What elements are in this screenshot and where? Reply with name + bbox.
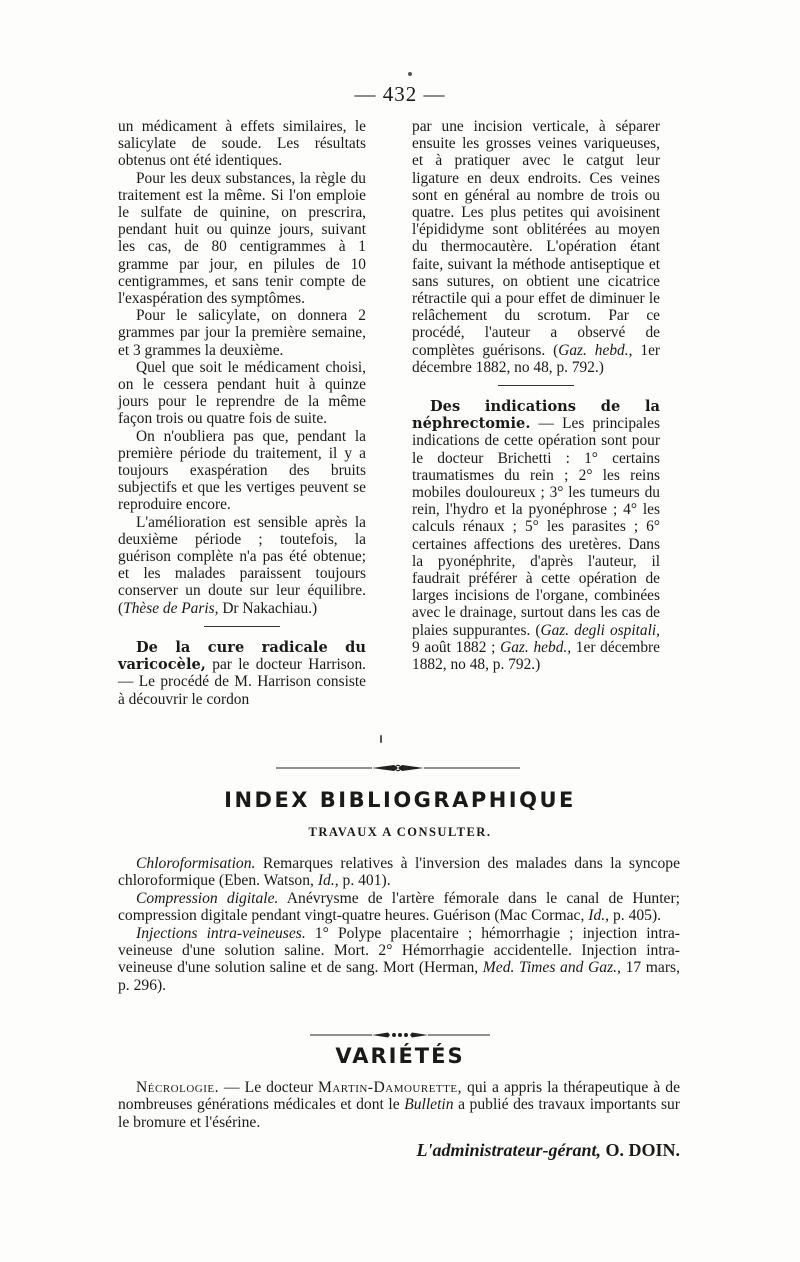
varietes-title: VARIÉTÉS [335,1044,465,1068]
ornament-rule [310,1031,490,1039]
text: par le docteur Harrison. — Le procédé de M. Harrison consiste à découvrir le cordon [118,656,366,708]
paragraph [118,1079,680,1131]
paragraph: Quel que soit le médicament choisi, on le cessera pendant huit à quinze jours pour le reprendre de la même façon trois ou quatre fois de suite. [118,358,366,428]
bibliography-entry [118,855,680,890]
text: 1er décembre 1882, no 48, p. 792.) [412,638,660,674]
paragraph: Pour le salicylate, on donnera 2 grammes par jour la première semaine, et 3 grammes la deuxième. [118,307,366,359]
print-speck [408,72,412,76]
necrology-label: Nécrologie. [136,1079,219,1096]
left-column [118,118,366,708]
citation: Id., [317,872,339,890]
citation: Gaz. hebd., [558,341,633,359]
text: 9 août 1882 ; [412,638,501,656]
entry-heading: Injections intra-veineuses. [136,924,306,942]
text: Anévrysme de l'artère fémorale dans le canal de Hunter; compression digitale pendant vingt-quatre heures. Guérison (Mac Cormac, [118,889,680,925]
text: par une incision verticale, à séparer ensuite les grosses veines variqueuses, et à pratiquer avec le catgut leur ligature en deux endroits. Ces veines sont en général au nombre de trois ou quatre. Les plus petites qui avoisinent l'épididyme sont oblitérées au moyen du thermocautère. L'opération étant faite, suivant la méthode antiseptique et sans sutures, on obtient une cicatrice rétractile qui a pour effet de diminuer le relâchement du scrotum. Par ce procédé, l'auteur a observé de complètes guérisons. ( [412,118,660,359]
signature [300,1140,680,1161]
signature-role: L'administrateur-gérant, [416,1140,601,1160]
citation: Thèse de Paris, [123,599,219,617]
separator-rule [204,626,280,627]
citation: Id., [588,907,610,925]
publication-name: Bulletin [404,1096,454,1114]
index-title: INDEX BIBLIOGRAPHIQUE [224,788,576,812]
text: 1° Polype placentaire ; hémorrhagie ; injection intra-veineuse d'une solution saline. Mort. 2° Hémorrhagie accidentelle. Injection intra-veineuse d'une solution saline et de sang. Mort (Herman, [118,924,680,977]
section-paragraph [118,639,366,708]
citation: Gaz. hebd., [500,638,572,656]
section-paragraph [412,398,660,673]
paragraph: On n'oubliera pas que, pendant la première période du traitement, il y a toujours exaspération des bruits subjectifs et que les vertiges peuvent se reproduire encore. [118,427,366,514]
text: 17 mars, p. 296). [118,959,681,994]
page-number: — 432 — [354,82,446,106]
bibliography-entry [118,925,680,995]
citation: Med. Times and Gaz., [482,959,621,977]
separator-rule [498,385,574,386]
paragraph [118,514,366,617]
citation: Gaz. degli ospitali, [540,621,660,639]
index-subtitle: TRAVAUX A CONSULTER. [308,825,492,839]
bibliography-entry [118,890,680,925]
entry-heading: Compression digitale. [136,889,279,907]
paragraph: Pour les deux substances, la règle du traitement est la même. Si l'on emploie le sulfate de quinine, on prescrira, pendant huit ou quinze jours, suivant les cas, de 80 centigrammes à 1 gramme par jour, en pilules de 10 centigrammes, et sans tenir compte de l'exaspération des symptômes. [118,169,366,308]
obituary [118,1079,680,1131]
paragraph [412,118,660,376]
text: a publié des travaux importants sur le bromure et l'ésérine. [118,1096,680,1131]
text: p. 405). [609,907,662,925]
person-name: Martin-Damourette, [317,1079,462,1096]
text: 1er décembre 1882, no 48, p. 792.) [412,341,661,376]
paragraph: un médicament à effets similaires, le salicylate de soude. Les résultats obtenus ont été identiques. [118,118,366,170]
text: p. 401). [338,872,391,890]
text: — Le docteur [219,1079,318,1096]
text: qui a appris la thérapeutique à de nombreuses générations médicales et dont le [118,1079,680,1114]
entry-heading: Chloroformisation. [136,855,256,872]
text: L'amélioration est sensible après la deuxième période ; toutefois, la guérison complète n'a pas été obtenue; et les malades paraissent toujours conserver un doute sur leur équilibre. ( [118,513,366,617]
text: Remarques relatives à l'inversion des malades dans la syncope chloroformique (Eben. Watson, [118,855,680,890]
right-column [412,118,660,673]
signature-name: O. DOIN. [600,1140,680,1160]
section-title: Des indications de la néphrectomie. [412,398,660,433]
ornament-rule [276,763,520,773]
print-speck [380,735,382,743]
section-title: De la cure radicale du varicocèle, [118,638,366,674]
text: — Les principales indications de cette opération sont pour le docteur Brichetti : 1° certains traumatismes du rein ; 2° les reins mobiles douloureux ; 3° les tumeurs du rein, l'hydro et la pyonéphrose ; 4° les calculs rénaux ; 5° les parasites ; 6° certaines affections des uretères. Dans la pyonéphrite, d'après l'auteur, il faudrait préférer à cette opération de larges incisions de l'organe, combinées avec le drainage, surtout dans les cas de plaies suppurantes. ( [412,415,660,639]
text: Dr Nakachiau.) [218,599,318,617]
bibliography [118,855,680,994]
